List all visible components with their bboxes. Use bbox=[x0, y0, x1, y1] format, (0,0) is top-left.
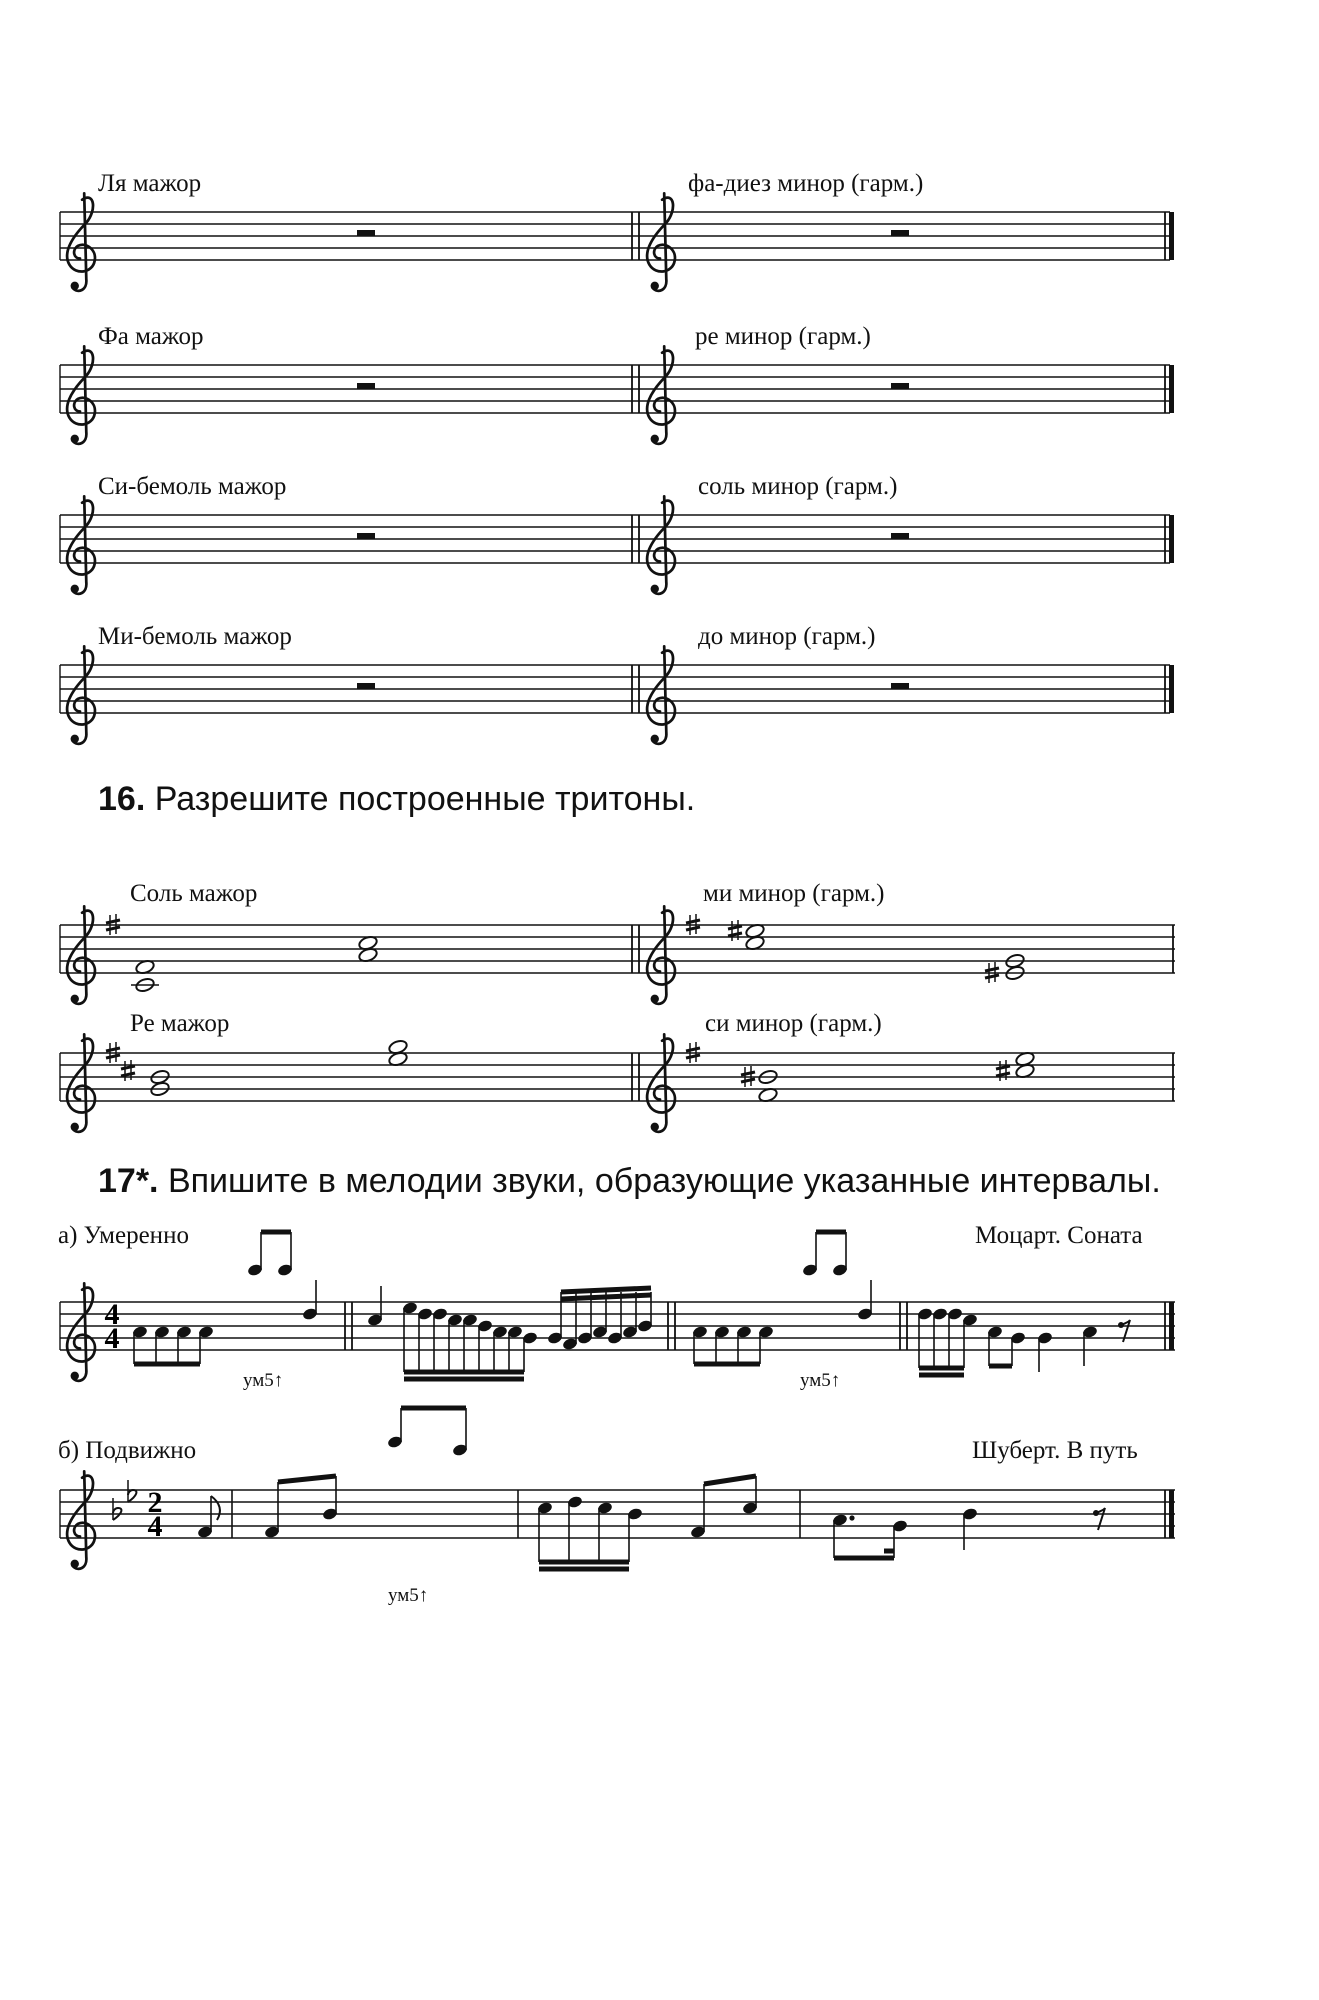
staff-lines bbox=[60, 212, 1170, 260]
staff-lines bbox=[60, 515, 1170, 563]
time-signature-top: 4 bbox=[104, 1298, 120, 1331]
task-number: 17*. bbox=[98, 1162, 159, 1200]
triton-label-si-minor: си минор (гарм.) bbox=[705, 1010, 882, 1037]
melody-a-interval-2: ум5↑ bbox=[800, 1370, 841, 1391]
treble-clef-icon bbox=[647, 646, 675, 743]
melody-b-interval: ум5↑ bbox=[388, 1585, 429, 1606]
beam bbox=[704, 1476, 756, 1484]
staff-lines bbox=[60, 1302, 1175, 1350]
treble-clef-icon bbox=[67, 646, 95, 743]
whole-rest-icon bbox=[357, 533, 375, 539]
final-barline bbox=[1169, 665, 1174, 713]
time-signature-bottom: 4 bbox=[147, 1510, 163, 1543]
left-label: Фа мажор bbox=[98, 323, 204, 350]
final-barline bbox=[1169, 1490, 1174, 1538]
sharp-icon bbox=[121, 1060, 135, 1081]
treble-clef-icon bbox=[647, 906, 675, 1003]
whole-rest-icon bbox=[891, 383, 909, 389]
time-signature-top: 2 bbox=[147, 1486, 163, 1519]
treble-clef-icon bbox=[647, 193, 675, 290]
final-barline bbox=[1169, 212, 1174, 260]
treble-clef-icon bbox=[67, 1471, 95, 1568]
treble-clef-icon bbox=[67, 346, 95, 443]
triton-label-sol-major: Соль мажор bbox=[130, 880, 258, 907]
treble-clef-icon bbox=[647, 1034, 675, 1131]
left-label: Си-бемоль мажор bbox=[98, 473, 287, 500]
melody-a-tempo: а) Умеренно bbox=[58, 1222, 189, 1249]
staff-lines bbox=[60, 1490, 1175, 1538]
final-barline bbox=[1169, 365, 1174, 413]
right-label: ре минор (гарм.) bbox=[695, 323, 871, 350]
staff-lines bbox=[60, 665, 1170, 713]
treble-clef-icon bbox=[67, 1283, 95, 1380]
beam bbox=[561, 1295, 651, 1299]
left-label: Ля мажор bbox=[98, 170, 202, 197]
sharp-icon bbox=[728, 920, 742, 941]
final-barline bbox=[1169, 1302, 1174, 1350]
right-label: фа-диез минор (гарм.) bbox=[688, 170, 924, 197]
melody-b-composer: Шуберт. В путь bbox=[972, 1437, 1138, 1464]
treble-clef-icon bbox=[67, 193, 95, 290]
triton-label-re-major: Ре мажор bbox=[130, 1010, 230, 1037]
beam bbox=[278, 1476, 336, 1482]
whole-rest-icon bbox=[357, 230, 375, 236]
final-barline bbox=[1169, 515, 1174, 563]
staff-lines bbox=[60, 365, 1170, 413]
dot bbox=[849, 1515, 854, 1520]
right-label: до минор (гарм.) bbox=[698, 623, 876, 650]
note-flag bbox=[211, 1496, 220, 1520]
melody-a-composer: Моцарт. Соната bbox=[975, 1222, 1143, 1249]
eighth-rest-dot bbox=[1118, 1322, 1124, 1328]
beam bbox=[561, 1288, 651, 1292]
task-text: Разрешите построенные тритоны. bbox=[154, 780, 696, 818]
treble-clef-icon bbox=[67, 496, 95, 593]
triton-label-mi-minor: ми минор (гарм.) bbox=[703, 880, 885, 907]
time-signature-bottom: 4 bbox=[104, 1322, 120, 1355]
staff-lines bbox=[60, 1053, 1175, 1101]
treble-clef-icon bbox=[647, 346, 675, 443]
treble-clef-icon bbox=[67, 906, 95, 1003]
melody-b-tempo: б) Подвижно bbox=[58, 1437, 197, 1464]
whole-rest-icon bbox=[357, 383, 375, 389]
treble-clef-icon bbox=[647, 496, 675, 593]
treble-clef-icon bbox=[67, 1034, 95, 1131]
left-label: Ми-бемоль мажор bbox=[98, 623, 292, 650]
sharp-icon bbox=[996, 1060, 1010, 1081]
whole-rest-icon bbox=[891, 230, 909, 236]
whole-rest-icon bbox=[891, 533, 909, 539]
right-label: соль минор (гарм.) bbox=[698, 473, 898, 500]
melody-a-interval-1: ум5↑ bbox=[243, 1370, 284, 1391]
flat-icon bbox=[128, 1480, 136, 1502]
whole-rest-icon bbox=[357, 683, 375, 689]
task-number: 16. bbox=[98, 780, 146, 818]
whole-rest-icon bbox=[891, 683, 909, 689]
task-text: Впишите в мелодии звуки, образующие указанные интервалы. bbox=[167, 1162, 1161, 1200]
eighth-rest-dot bbox=[1093, 1510, 1099, 1516]
